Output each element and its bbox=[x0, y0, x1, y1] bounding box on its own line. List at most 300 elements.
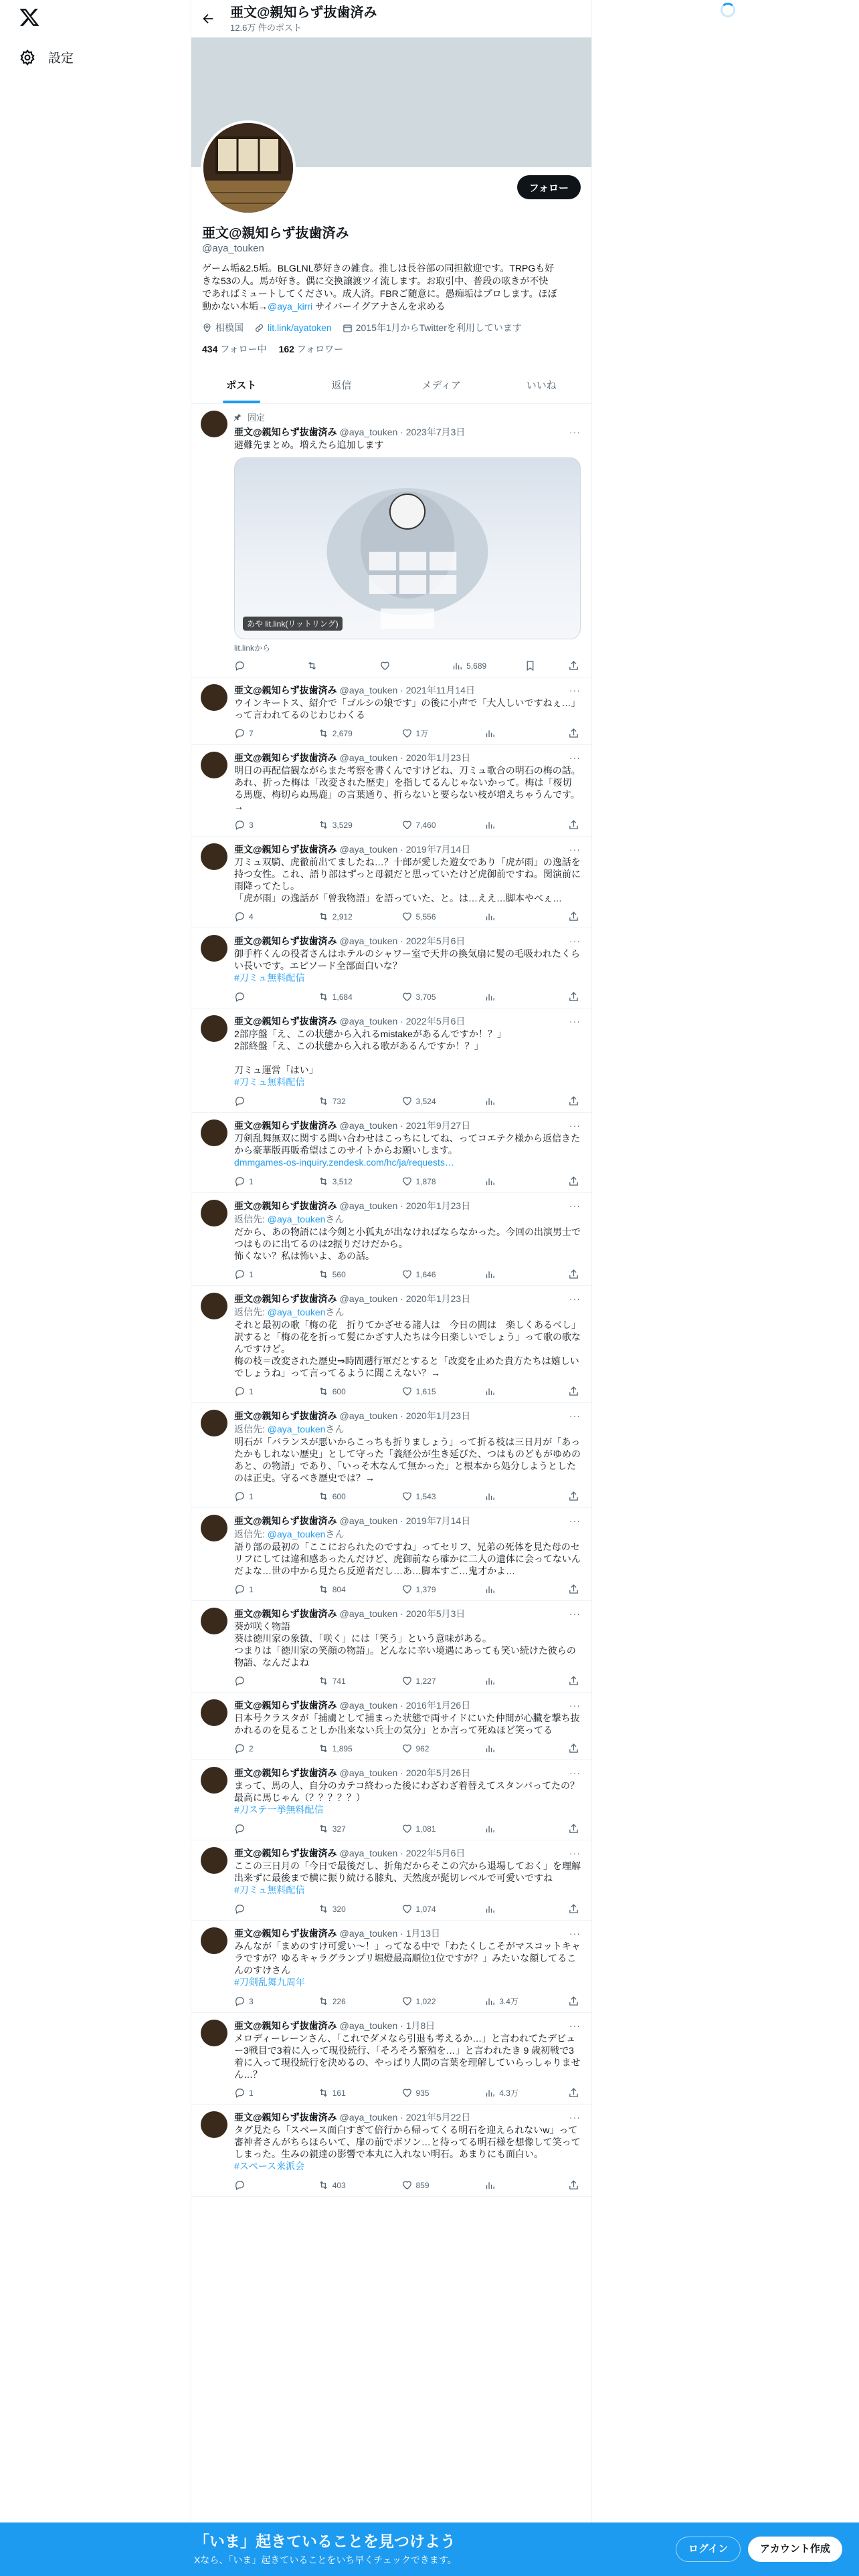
views-button[interactable] bbox=[484, 1491, 524, 1502]
profile-info bbox=[191, 222, 591, 356]
like-button[interactable] bbox=[401, 1903, 442, 1915]
reply-icon bbox=[234, 991, 246, 1002]
like-count: 1万 bbox=[415, 729, 429, 738]
share-button[interactable] bbox=[568, 1095, 579, 1107]
retweet-count: 403 bbox=[332, 2180, 346, 2190]
retweet-count: 804 bbox=[332, 1584, 346, 1594]
followers-label: フォロワー bbox=[294, 344, 344, 354]
card-source: lit.linkから bbox=[234, 643, 271, 653]
share-icon bbox=[568, 728, 579, 739]
tweet-author[interactable]: 亜文@親知らず抜歯済み bbox=[234, 1515, 337, 1526]
tweet-text: ここの三日月の「今日で最後だし、折角だからそこの穴から退場しておく」を理解出来ずに最後まで横に振り続ける膝丸、天然度が髭切レベルで可愛いですね bbox=[234, 1860, 581, 1883]
follow-button[interactable]: フォロー bbox=[517, 175, 581, 199]
retweet-button[interactable] bbox=[318, 1675, 358, 1687]
tweet[interactable] bbox=[191, 677, 591, 745]
tweet-text: 明日の再配信観ながらまた考察を書くんですけどね、刀ミュ歌合の明石の梅の話。あれ、折った梅は「改変された歴史」を指してるんじゃないかって。梅は「桜切る馬鹿、梅切らぬ馬鹿」の言葉通り、折らないと要らない枝が増えちゃうんです。→ bbox=[234, 765, 581, 812]
reply-count: 1 bbox=[249, 1491, 254, 1501]
views-button[interactable] bbox=[484, 819, 524, 831]
reply-button[interactable] bbox=[234, 1095, 274, 1107]
views-button[interactable] bbox=[452, 660, 492, 671]
retweet-count: 600 bbox=[332, 1386, 346, 1396]
like-button[interactable] bbox=[401, 728, 442, 739]
tweet[interactable] bbox=[191, 1113, 591, 1193]
hashtag-link[interactable]: #スペース来派会 bbox=[234, 2161, 305, 2171]
x-logo-icon[interactable] bbox=[19, 7, 40, 28]
website-link[interactable]: lit.link/ayatoken bbox=[268, 322, 332, 333]
share-button[interactable] bbox=[568, 660, 579, 671]
share-button[interactable] bbox=[568, 1491, 579, 1502]
tab-likes[interactable]: いいね bbox=[526, 380, 557, 391]
tweet-meta: @aya_touken · 2016年1月26日 bbox=[339, 1700, 471, 1711]
tweet-author[interactable]: 亜文@親知らず抜歯済み bbox=[234, 1767, 337, 1778]
share-icon bbox=[568, 1743, 579, 1754]
bio-line bbox=[202, 300, 581, 313]
reply-context: 返信先: @aya_toukenさん bbox=[234, 1424, 345, 1434]
views-button[interactable] bbox=[484, 1095, 524, 1107]
tweet-author[interactable]: 亜文@親知らず抜歯済み bbox=[234, 1410, 337, 1421]
back-arrow-icon[interactable] bbox=[201, 11, 215, 26]
reply-button[interactable] bbox=[234, 728, 274, 739]
share-button[interactable] bbox=[568, 1823, 579, 1834]
reply-count: 1 bbox=[249, 1176, 254, 1186]
tweet[interactable] bbox=[191, 837, 591, 928]
card-label: あや lit.link(リットリング) bbox=[243, 617, 343, 631]
views-icon bbox=[484, 1823, 496, 1834]
views-button[interactable] bbox=[484, 1269, 524, 1280]
tweet-avatar[interactable] bbox=[201, 935, 227, 962]
retweet-button[interactable] bbox=[318, 728, 358, 739]
views-count: 5,689 bbox=[466, 661, 487, 671]
retweet-button[interactable] bbox=[318, 1269, 358, 1280]
tweet-avatar[interactable] bbox=[201, 1608, 227, 1634]
tweet[interactable] bbox=[191, 1008, 591, 1113]
more-icon[interactable]: ··· bbox=[569, 1016, 581, 1027]
tweet-text: みんなが「まめのすけ可愛い～！」ってなる中で「わたくしこそがマスコットキャラですが？ゆるキャラグランプリ堀燈最高順位1位ですが？」みたいな顔してるこんのすけさん bbox=[234, 1941, 581, 1975]
retweet-icon bbox=[318, 1743, 329, 1754]
pin-icon bbox=[233, 413, 242, 422]
retweet-icon bbox=[318, 1675, 329, 1687]
share-button[interactable] bbox=[568, 819, 579, 831]
views-button[interactable] bbox=[484, 1386, 524, 1397]
like-count: 1,615 bbox=[415, 1386, 436, 1396]
tweet-author[interactable]: 亜文@親知らず抜歯済み bbox=[234, 752, 337, 763]
share-icon bbox=[568, 991, 579, 1002]
tweet-actions bbox=[234, 2179, 581, 2191]
more-icon[interactable]: ··· bbox=[569, 1515, 581, 1526]
tweet[interactable] bbox=[191, 1693, 591, 1760]
settings-nav-item[interactable] bbox=[19, 48, 74, 66]
tweet-meta: @aya_touken · 2022年5月6日 bbox=[339, 1016, 466, 1027]
reply-count: 4 bbox=[249, 911, 254, 922]
retweet-button[interactable] bbox=[318, 1176, 358, 1187]
views-icon bbox=[484, 991, 496, 1002]
tweet-actions bbox=[234, 819, 581, 831]
reply-button[interactable] bbox=[234, 1743, 274, 1754]
bio-text: 動かない本垢→ bbox=[202, 301, 268, 312]
following-link[interactable] bbox=[202, 342, 267, 356]
tweet[interactable] bbox=[191, 1921, 591, 2013]
share-button[interactable] bbox=[568, 2087, 579, 2099]
tweet-actions bbox=[234, 1269, 581, 1280]
tweet-avatar[interactable] bbox=[201, 1293, 227, 1319]
tweet[interactable] bbox=[191, 2013, 591, 2105]
tweet-meta: @aya_touken · 2020年1月23日 bbox=[339, 1200, 471, 1211]
reply-icon bbox=[234, 819, 246, 831]
tweet-author[interactable]: 亜文@親知らず抜歯済み bbox=[234, 685, 337, 695]
views-button[interactable] bbox=[484, 1903, 524, 1915]
share-button[interactable] bbox=[568, 1386, 579, 1397]
tweet-author[interactable]: 亜文@親知らず抜歯済み bbox=[234, 427, 337, 437]
retweet-button[interactable] bbox=[318, 991, 358, 1002]
share-icon bbox=[568, 1095, 579, 1107]
reply-button[interactable] bbox=[234, 1675, 274, 1687]
reply-icon bbox=[234, 1269, 246, 1280]
hashtag-link[interactable]: #刀ミュ無料配信 bbox=[234, 1077, 305, 1087]
tweet-text: だから、あの物語には今剣と小狐丸が出なければならなかった。今回の出演男士でつはものに出てるのは2振りだけだから。 怖くない？私は怖いよ、あの話。 bbox=[234, 1226, 581, 1261]
reply-button[interactable] bbox=[234, 1584, 274, 1595]
like-count: 962 bbox=[415, 1743, 430, 1753]
tweet-avatar[interactable] bbox=[201, 1119, 227, 1146]
tweet[interactable] bbox=[191, 1403, 591, 1508]
retweet-button[interactable] bbox=[318, 1095, 358, 1107]
bookmark-button[interactable] bbox=[524, 660, 536, 671]
tab-posts[interactable]: ポスト bbox=[191, 368, 292, 403]
tweet-meta: @aya_touken · 2019年7月14日 bbox=[339, 844, 471, 855]
heart-icon bbox=[401, 2087, 413, 2099]
tweet-avatar[interactable] bbox=[201, 411, 227, 437]
heart-icon bbox=[401, 1269, 413, 1280]
tweet-author[interactable]: 亜文@親知らず抜歯済み bbox=[234, 936, 337, 946]
tweet-author[interactable]: 亜文@親知らず抜歯済み bbox=[234, 1608, 337, 1619]
reply-button[interactable] bbox=[234, 1269, 274, 1280]
views-icon bbox=[484, 1675, 496, 1687]
more-icon[interactable]: ··· bbox=[569, 1700, 581, 1711]
login-button[interactable]: ログイン bbox=[676, 2537, 741, 2562]
tweet-text: 御手杵くんの役者さんはホテルのシャワー室で天井の換気扇に髪の毛吸われたくらい長いです。エピソード全部面白いな？ bbox=[234, 948, 581, 971]
like-button[interactable] bbox=[401, 1269, 442, 1280]
tweet-avatar[interactable] bbox=[201, 752, 227, 778]
share-button[interactable] bbox=[568, 911, 579, 922]
reply-button[interactable] bbox=[234, 1823, 274, 1834]
tweet-actions bbox=[234, 1176, 581, 1187]
tweet-author[interactable]: 亜文@親知らず抜歯済み bbox=[234, 2020, 337, 2031]
share-button[interactable] bbox=[568, 1903, 579, 1915]
views-button[interactable] bbox=[484, 1176, 524, 1187]
pinned-tweet[interactable] bbox=[191, 404, 591, 677]
tweet-author[interactable]: 亜文@親知らず抜歯済み bbox=[234, 1016, 337, 1027]
share-button[interactable] bbox=[568, 991, 579, 1002]
tweet-author[interactable]: 亜文@親知らず抜歯済み bbox=[234, 1928, 337, 1939]
retweet-button[interactable] bbox=[318, 1386, 358, 1397]
like-button[interactable] bbox=[401, 1386, 442, 1397]
retweet-count: 732 bbox=[332, 1096, 346, 1106]
tweet-avatar[interactable] bbox=[201, 684, 227, 711]
hashtag-link[interactable]: #刀ミュ無料配信 bbox=[234, 1885, 305, 1895]
tweet-meta: @aya_touken · 2023年7月3日 bbox=[339, 427, 466, 437]
reply-icon bbox=[234, 1903, 246, 1915]
like-button[interactable] bbox=[401, 1584, 442, 1595]
reply-button[interactable] bbox=[234, 1903, 274, 1915]
tweet-meta: @aya_touken · 2020年5月3日 bbox=[339, 1608, 466, 1619]
views-button[interactable] bbox=[484, 1584, 524, 1595]
more-icon[interactable]: ··· bbox=[569, 1200, 581, 1211]
views-button[interactable] bbox=[484, 1996, 524, 2007]
retweet-button[interactable] bbox=[318, 1743, 358, 1754]
tweet-avatar[interactable] bbox=[201, 1515, 227, 1541]
tweet-avatar[interactable] bbox=[201, 1699, 227, 1726]
views-button[interactable] bbox=[484, 2179, 524, 2191]
retweet-count: 2,679 bbox=[332, 728, 353, 738]
tweet-avatar[interactable] bbox=[201, 1767, 227, 1794]
tweet-actions bbox=[234, 2087, 581, 2099]
reply-count: 2 bbox=[249, 1743, 254, 1753]
more-icon[interactable]: ··· bbox=[569, 1608, 581, 1619]
retweet-button[interactable] bbox=[318, 1823, 358, 1834]
tweet-avatar[interactable] bbox=[201, 1015, 227, 1042]
tweet-text: 日本号クラスタが「捕虜として捕まった状態で両サイドにいた仲間が心臓を撃ち抜かれるのを見ることしか出来ない兵士の気分」とか言って死ぬほど笑ってる bbox=[234, 1713, 580, 1735]
tweet[interactable] bbox=[191, 1601, 591, 1693]
tweet[interactable] bbox=[191, 1760, 591, 1840]
left-nav bbox=[0, 0, 191, 2576]
reply-button[interactable] bbox=[234, 1996, 274, 2007]
share-icon bbox=[568, 2087, 579, 2099]
like-count: 3,705 bbox=[415, 992, 436, 1002]
more-icon[interactable]: ··· bbox=[569, 427, 581, 437]
retweet-button[interactable] bbox=[318, 819, 358, 831]
profile-avatar[interactable] bbox=[201, 120, 296, 215]
tweet-meta: @aya_touken · 2020年1月23日 bbox=[339, 1293, 471, 1304]
tweet[interactable] bbox=[191, 928, 591, 1008]
more-icon[interactable]: ··· bbox=[569, 1767, 581, 1778]
following-count: 434 bbox=[202, 344, 218, 354]
tweet-avatar[interactable] bbox=[201, 1410, 227, 1436]
tweet-avatar[interactable] bbox=[201, 2020, 227, 2046]
profile-bio bbox=[202, 262, 581, 313]
tweet-avatar[interactable] bbox=[201, 1927, 227, 1954]
tweet[interactable] bbox=[191, 2105, 591, 2197]
tweet-actions bbox=[234, 660, 581, 671]
share-button[interactable] bbox=[568, 1269, 579, 1280]
retweet-count: 1,684 bbox=[332, 992, 353, 1002]
retweet-button[interactable] bbox=[318, 2087, 358, 2099]
bookmark-icon bbox=[524, 660, 536, 671]
tweet-actions bbox=[234, 991, 581, 1002]
share-button[interactable] bbox=[568, 1176, 579, 1187]
tweet-actions bbox=[234, 728, 581, 739]
more-icon[interactable]: ··· bbox=[569, 1293, 581, 1304]
views-button[interactable] bbox=[484, 1823, 524, 1834]
bio-mention-link[interactable]: @aya_kirri bbox=[268, 301, 313, 312]
tweet[interactable] bbox=[191, 1508, 591, 1601]
tweet-avatar[interactable] bbox=[201, 1200, 227, 1226]
like-button[interactable] bbox=[401, 1491, 442, 1502]
signup-button[interactable]: アカウント作成 bbox=[748, 2537, 842, 2562]
tweet-meta: @aya_touken · 2022年5月6日 bbox=[339, 1848, 466, 1858]
link-card[interactable] bbox=[234, 457, 581, 639]
tweet-actions bbox=[234, 1386, 581, 1397]
tweet[interactable] bbox=[191, 1193, 591, 1286]
share-button[interactable] bbox=[568, 1996, 579, 2007]
more-icon[interactable]: ··· bbox=[569, 1120, 581, 1131]
views-button[interactable] bbox=[484, 1675, 524, 1687]
tab-replies[interactable]: 返信 bbox=[331, 380, 352, 391]
more-icon[interactable]: ··· bbox=[569, 1848, 581, 1858]
retweet-button[interactable] bbox=[306, 660, 347, 671]
reply-to-link[interactable]: @aya_touken bbox=[267, 1424, 326, 1434]
tweet-author[interactable]: 亜文@親知らず抜歯済み bbox=[234, 1700, 337, 1711]
reply-button[interactable] bbox=[234, 911, 274, 922]
tweet-meta: @aya_touken · 1月13日 bbox=[339, 1928, 441, 1939]
reply-icon bbox=[234, 1095, 246, 1107]
reply-button[interactable] bbox=[234, 1491, 274, 1502]
like-button[interactable] bbox=[401, 911, 442, 922]
views-button[interactable] bbox=[484, 728, 524, 739]
like-count: 5,556 bbox=[415, 911, 436, 922]
tweet-author[interactable]: 亜文@親知らず抜歯済み bbox=[234, 1848, 337, 1858]
tab-media[interactable]: メディア bbox=[421, 380, 462, 391]
retweet-icon bbox=[318, 1386, 329, 1397]
reply-to-link[interactable]: @aya_touken bbox=[267, 1214, 326, 1224]
like-button[interactable] bbox=[401, 1095, 442, 1107]
reply-icon bbox=[234, 1176, 246, 1187]
retweet-icon bbox=[318, 1823, 329, 1834]
views-icon bbox=[484, 1095, 496, 1107]
like-button[interactable] bbox=[401, 2179, 442, 2191]
tweet-url-link[interactable]: dmmgames-os-inquiry.zendesk.com/hc/ja/requests… bbox=[234, 1157, 454, 1168]
reply-to-link[interactable]: @aya_touken bbox=[267, 1307, 326, 1317]
more-icon[interactable]: ··· bbox=[569, 1928, 581, 1939]
reply-count: 1 bbox=[249, 1584, 254, 1594]
like-button[interactable] bbox=[401, 2087, 442, 2099]
views-button[interactable] bbox=[484, 991, 524, 1002]
tweet-text: それと最初の歌「梅の花 折りてかざせる諸人は 今日の間は 楽しくあるべし」訳すると「梅の花を折って髪にかざす人たちは今日楽しいでしょう」って歌の歌なんですけど。 梅の枝＝改変された歴史⇒時間遡行軍だとすると「改変を止めた貴方たちは嬉しいでしょうね」って言ってるように聞こえない？→ bbox=[234, 1319, 581, 1378]
reply-button[interactable] bbox=[234, 991, 274, 1002]
tweet[interactable] bbox=[191, 1840, 591, 1921]
retweet-count: 327 bbox=[332, 1824, 346, 1834]
views-button[interactable] bbox=[484, 2087, 524, 2099]
like-button[interactable] bbox=[401, 819, 442, 831]
like-count: 1,379 bbox=[415, 1584, 436, 1594]
reply-button[interactable] bbox=[234, 2179, 274, 2191]
retweet-button[interactable] bbox=[318, 1996, 358, 2007]
settings-label: 設定 bbox=[48, 51, 74, 66]
like-button[interactable] bbox=[401, 1176, 442, 1187]
more-icon[interactable]: ··· bbox=[569, 685, 581, 695]
retweet-button[interactable] bbox=[318, 1903, 358, 1915]
heart-icon bbox=[401, 911, 413, 922]
like-button[interactable] bbox=[401, 1823, 442, 1834]
heart-icon bbox=[401, 819, 413, 831]
reply-context: 返信先: @aya_toukenさん bbox=[234, 1214, 345, 1224]
more-icon[interactable]: ··· bbox=[569, 2112, 581, 2123]
joined-text: 2015年1月からTwitterを利用しています bbox=[355, 322, 522, 333]
tweet-author[interactable]: 亜文@親知らず抜歯済み bbox=[234, 844, 337, 855]
hashtag-link[interactable]: #刀剣乱舞九周年 bbox=[234, 1977, 305, 1988]
reply-count: 3 bbox=[249, 820, 254, 830]
tweet-author[interactable]: 亜文@親知らず抜歯済み bbox=[234, 1200, 337, 1211]
like-button[interactable] bbox=[401, 1996, 442, 2007]
pinned-label: 固定 bbox=[248, 413, 266, 423]
views-button[interactable] bbox=[484, 1743, 524, 1754]
like-button[interactable] bbox=[379, 660, 419, 671]
share-button[interactable] bbox=[568, 1584, 579, 1595]
tweet-meta: @aya_touken · 2020年1月23日 bbox=[339, 752, 471, 763]
like-button[interactable] bbox=[401, 991, 442, 1002]
views-icon bbox=[484, 1584, 496, 1595]
more-icon[interactable]: ··· bbox=[569, 2020, 581, 2031]
retweet-button[interactable] bbox=[318, 911, 358, 922]
reply-button[interactable] bbox=[234, 819, 274, 831]
tweet-meta: @aya_touken · 2021年11月14日 bbox=[339, 685, 475, 695]
hashtag-link[interactable]: #刀ミュ無料配信 bbox=[234, 972, 305, 983]
views-icon bbox=[484, 2087, 496, 2099]
retweet-button[interactable] bbox=[318, 1491, 358, 1502]
heart-icon bbox=[401, 728, 413, 739]
tweet-actions bbox=[234, 1823, 581, 1834]
reply-icon bbox=[234, 1386, 246, 1397]
tweet-avatar[interactable] bbox=[201, 843, 227, 870]
more-icon[interactable]: ··· bbox=[569, 844, 581, 855]
views-icon bbox=[484, 1386, 496, 1397]
reply-button[interactable] bbox=[234, 660, 274, 671]
heart-icon bbox=[401, 1996, 413, 2007]
more-icon[interactable]: ··· bbox=[569, 1410, 581, 1421]
followers-link[interactable] bbox=[279, 342, 344, 356]
signup-banner bbox=[0, 2523, 859, 2576]
tweet-author[interactable]: 亜文@親知らず抜歯済み bbox=[234, 1120, 337, 1131]
like-count: 1,022 bbox=[415, 1996, 436, 2006]
share-icon bbox=[568, 1386, 579, 1397]
like-count: 1,081 bbox=[415, 1824, 436, 1834]
tweet[interactable] bbox=[191, 745, 591, 837]
reply-count: 3 bbox=[249, 1996, 254, 2006]
tweet-avatar[interactable] bbox=[201, 1847, 227, 1874]
share-button[interactable] bbox=[568, 728, 579, 739]
reply-button[interactable] bbox=[234, 1386, 274, 1397]
retweet-count: 560 bbox=[332, 1269, 346, 1279]
share-button[interactable] bbox=[568, 1675, 579, 1687]
share-button[interactable] bbox=[568, 2179, 579, 2191]
retweet-button[interactable] bbox=[318, 1584, 358, 1595]
share-button[interactable] bbox=[568, 1743, 579, 1754]
views-icon bbox=[484, 1996, 496, 2007]
reply-to-link[interactable]: @aya_touken bbox=[267, 1529, 326, 1539]
tweet-avatar[interactable] bbox=[201, 2111, 227, 2138]
reply-button[interactable] bbox=[234, 2087, 274, 2099]
tweet[interactable] bbox=[191, 1286, 591, 1403]
tweet-text: 明石が「バランスが悪いからこっちも折りましょう」って折る枝は三日月が「あったかもしれない歴史」として守った「義経公が生き延びた、つはものどもがゆめのあと、の物語」であり、「いっそ木なんて無かった」と根本から処分しようとしたのは正史。守るべき歴史では？→ bbox=[234, 1436, 581, 1483]
bio-line: であればミュートしてください。成人済。FBRご随意に。愚痴垢はプロします。ほぼ bbox=[202, 288, 557, 299]
like-button[interactable] bbox=[401, 1675, 442, 1687]
like-button[interactable] bbox=[401, 1743, 442, 1754]
profile-handle: @aya_touken bbox=[202, 243, 264, 254]
hashtag-link[interactable]: #刀ステ一挙無料配信 bbox=[234, 1804, 324, 1815]
reply-icon bbox=[234, 1996, 246, 2007]
heart-icon bbox=[379, 660, 391, 671]
views-count: 4.3万 bbox=[499, 2088, 518, 2098]
views-button[interactable] bbox=[484, 911, 524, 922]
more-icon[interactable]: ··· bbox=[569, 936, 581, 946]
tweet-author[interactable]: 亜文@親知らず抜歯済み bbox=[234, 1293, 337, 1304]
tweet-author[interactable]: 亜文@親知らず抜歯済み bbox=[234, 2112, 337, 2123]
reply-button[interactable] bbox=[234, 1176, 274, 1187]
website[interactable] bbox=[254, 321, 332, 334]
retweet-button[interactable] bbox=[318, 2179, 358, 2191]
tweet-text: 刀剣乱舞無双に関する問い合わせはこっちにしてね、ってコエテク様から返信きたから豪華版再販希望はこのサイトからお願いします。 bbox=[234, 1133, 581, 1156]
like-count: 935 bbox=[415, 2088, 430, 2098]
more-icon[interactable]: ··· bbox=[569, 752, 581, 763]
retweet-count: 3,512 bbox=[332, 1176, 353, 1186]
